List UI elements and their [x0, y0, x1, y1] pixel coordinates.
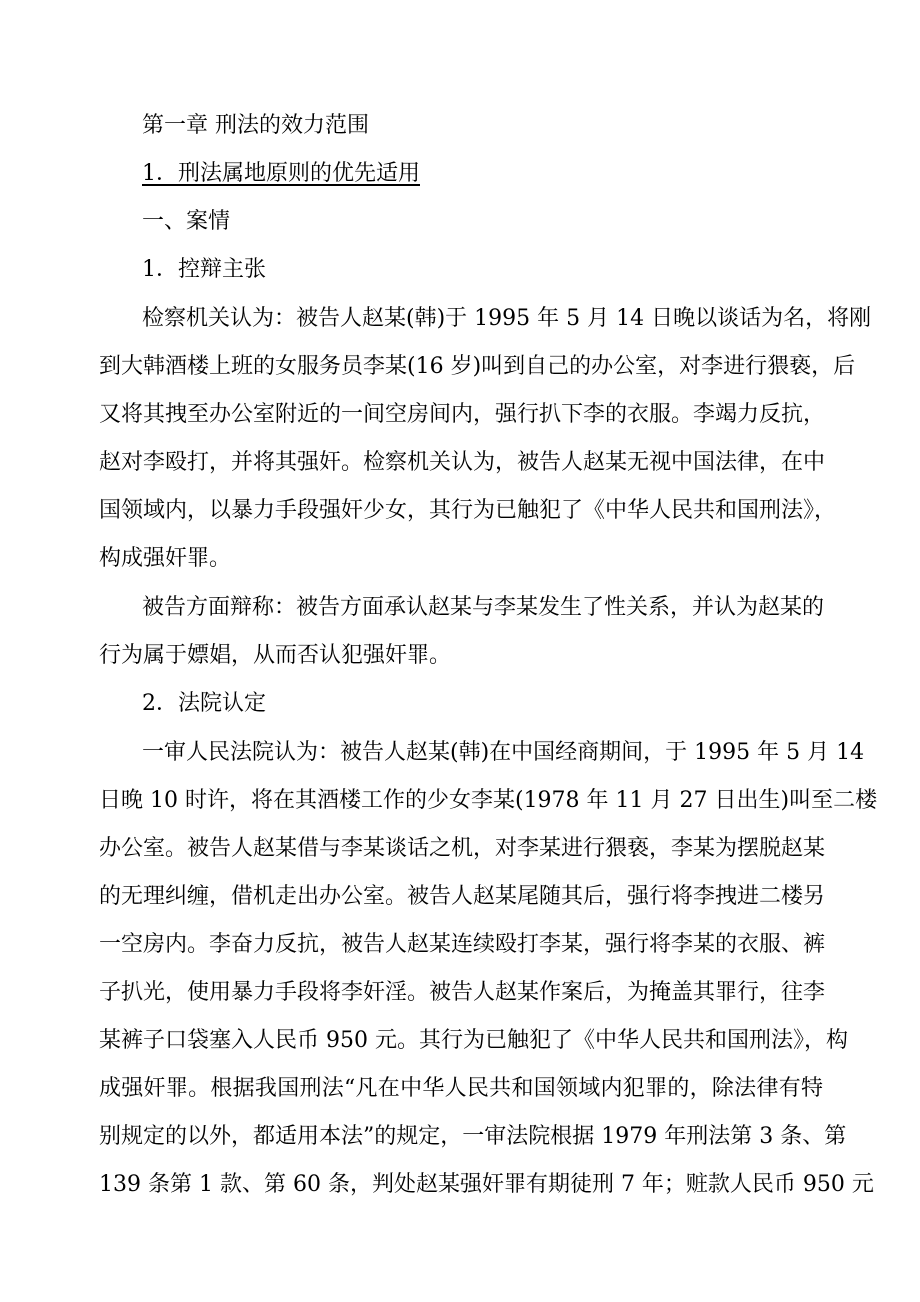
paragraph-line: 行为属于嫖娼，从而否认犯强奸罪。: [99, 643, 452, 668]
paragraph-line: 办公室。被告人赵某借与李某谈话之机，对李某进行猥亵，李某为摆脱赵某: [99, 836, 826, 861]
paragraph-line: 被告方面辩称：被告方面承认赵某与李某发生了性关系，并认为赵某的: [142, 595, 825, 620]
chapter-title: 第一章 刑法的效力范围: [142, 113, 369, 138]
paragraph-line: 成强奸罪。根据我国刑法“凡在中华人民共和国领域内犯罪的，除法律有特: [99, 1076, 823, 1101]
paragraph-line: 子扒光，使用暴力手段将李奸淫。被告人赵某作案后，为掩盖其罪行，往李: [99, 980, 826, 1005]
paragraph-line: 赵对李殴打，并将其强奸。检察机关认为，被告人赵某无视中国法律，在中: [99, 450, 826, 475]
paragraph-line: 国领域内，以暴力手段强奸少女，其行为已触犯了《中华人民共和国刑法》，: [99, 498, 837, 523]
paragraph-line: 又将其拽至办公室附近的一间空房间内，强行扒下李的衣服。李竭力反抗，: [99, 402, 826, 427]
paragraph-line: 构成强奸罪。: [99, 546, 232, 571]
paragraph-line: 的无理纠缠，借机走出办公室。被告人赵某尾随其后，强行将李拽进二楼另: [99, 884, 826, 909]
section-title: 1．刑法属地原则的优先适用: [142, 161, 420, 186]
paragraph-line: 别规定的以外，都适用本法”的规定，一审法院根据 1979 年刑法第 3 条、第: [99, 1124, 847, 1149]
paragraph-line: 一空房内。李奋力反抗，被告人赵某连续殴打李某，强行将李某的衣服、裤: [99, 932, 826, 957]
paragraph-line: 某裤子口袋塞入人民币 950 元。其行为已触犯了《中华人民共和国刑法》，构: [99, 1028, 848, 1053]
paragraph-line: 日晚 10 时许，将在其酒楼工作的少女李某(1978 年 11 月 27 日出生)叫至二楼: [99, 788, 878, 813]
paragraph-line: 一审人民法院认为：被告人赵某(韩)在中国经商期间，于 1995 年 5 月 14: [142, 740, 865, 765]
paragraph-line: 139 条第 1 款、第 60 条，判处赵某强奸罪有期徒刑 7 年；赃款人民币 950 元: [99, 1172, 874, 1197]
heading-claims: 1．控辩主张: [142, 257, 266, 282]
paragraph-line: 检察机关认为：被告人赵某(韩)于 1995 年 5 月 14 日晚以谈话为名，将刚: [142, 306, 872, 331]
paragraph-line: 到大韩酒楼上班的女服务员李某(16 岁)叫到自己的办公室，对李进行猥亵，后: [99, 354, 856, 379]
heading-court: 2．法院认定: [142, 691, 266, 716]
heading-case: 一、案情: [142, 209, 231, 234]
